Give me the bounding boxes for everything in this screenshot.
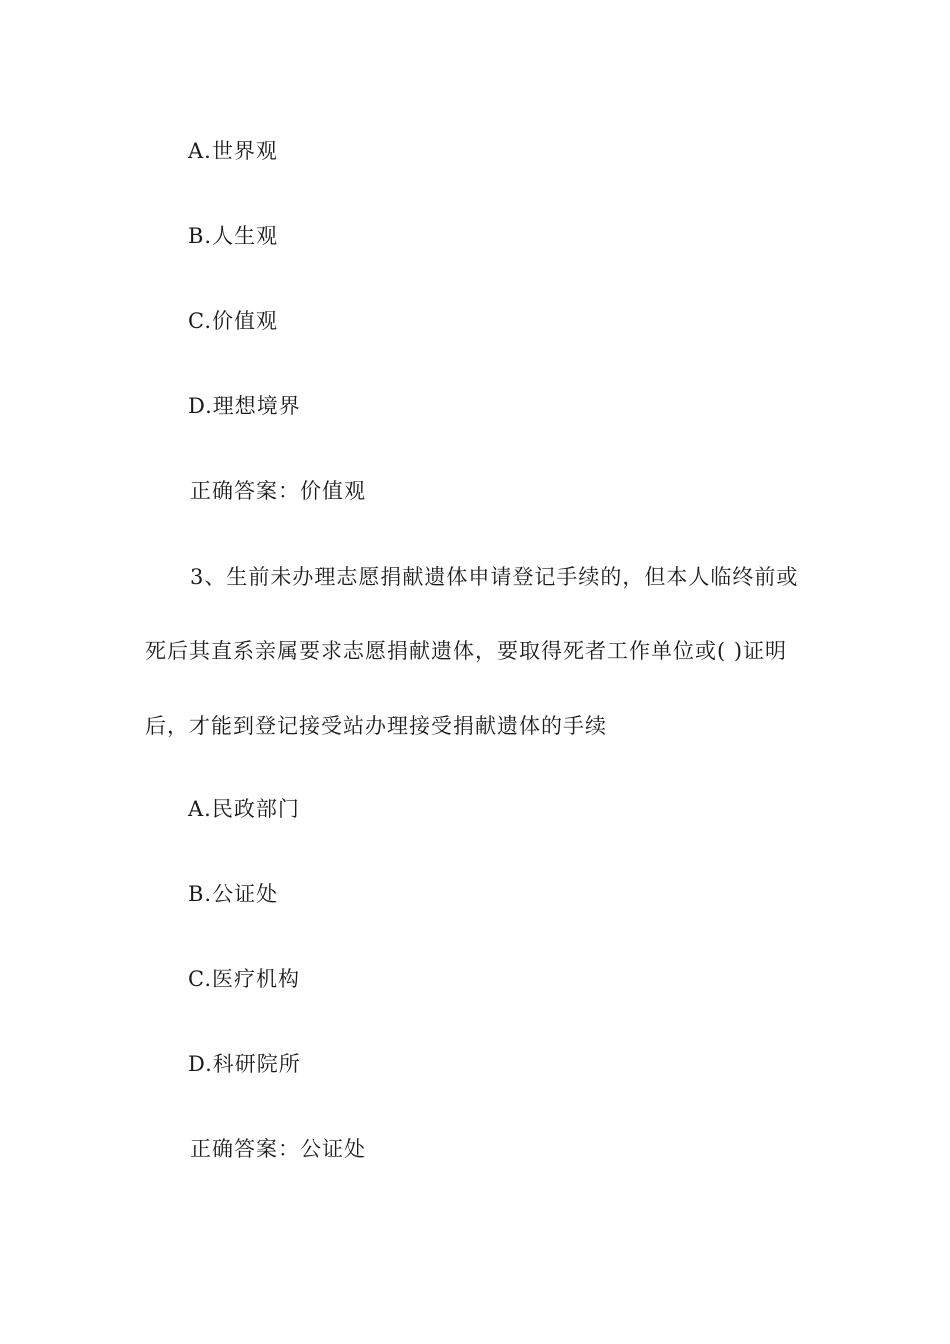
option-d: D.理想境界 bbox=[188, 394, 301, 418]
option-b: B.公证处 bbox=[188, 882, 279, 906]
option-c: C.医疗机构 bbox=[188, 967, 300, 991]
option-d: D.科研院所 bbox=[188, 1052, 301, 1076]
correct-answer: 正确答案：价值观 bbox=[190, 479, 366, 503]
question-text-line-1: 3、生前未办理志愿捐献遗体申请登记手续的，但本人临终前或 bbox=[190, 565, 799, 589]
option-a: A.世界观 bbox=[188, 139, 278, 163]
question-text-line-3: 后，才能到登记接受站办理接受捐献遗体的手续 bbox=[145, 714, 607, 738]
option-a: A.民政部门 bbox=[188, 797, 300, 821]
correct-answer: 正确答案：公证处 bbox=[190, 1137, 366, 1161]
question-text-line-2: 死后其直系亲属要求志愿捐献遗体，要取得死者工作单位或( )证明 bbox=[145, 639, 788, 663]
option-b: B.人生观 bbox=[188, 224, 279, 248]
option-c: C.价值观 bbox=[188, 309, 278, 333]
